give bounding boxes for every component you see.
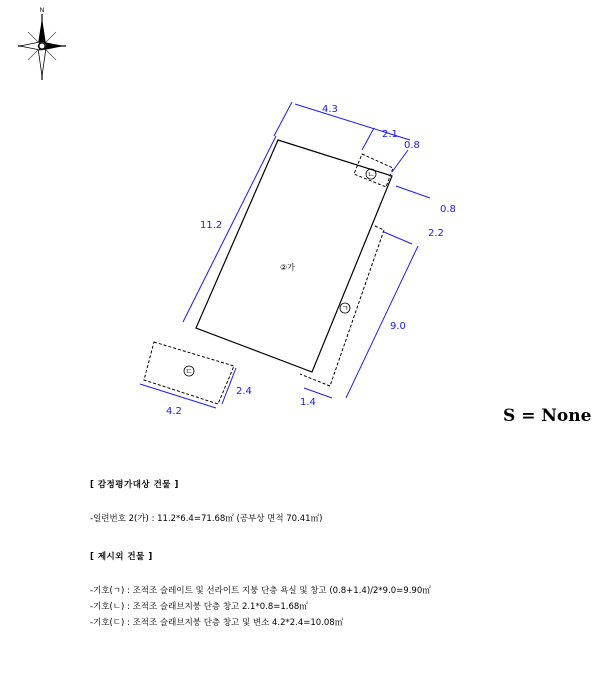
dim-top-width: 4.3 <box>322 104 338 115</box>
dim-shed-width: 1.4 <box>300 397 316 408</box>
dim-ext-height: 2.4 <box>236 386 252 397</box>
dim-gap: 2.2 <box>428 228 444 239</box>
heading-eval: [ 감정평가대상 건물 ] <box>90 480 179 490</box>
excluded-line-c: -기호(ㄷ) : 조적조 슬래브지붕 단층 창고 및 변소 4.2*2.4=10.08㎡ <box>90 618 344 628</box>
notes-section <box>90 478 580 632</box>
dim-annex-offset-side: 0.8 <box>440 204 456 215</box>
dim-shed-length: 9.0 <box>390 321 406 332</box>
annex-b-label: ㄴ <box>367 170 375 179</box>
dim-ext-width: 4.2 <box>166 406 182 417</box>
excluded-line-b: -기호(ㄴ) : 조적조 슬래브지붕 단층 창고 2.1*0.8=1.68㎡ <box>90 602 308 612</box>
excluded-line-a: -기호(ㄱ) : 조적조 슬레이트 및 선라이트 지붕 단층 욕실 및 창고 (0.8+1.4)/2*9.0=9.90㎡ <box>90 586 431 596</box>
annex-c-label: ㄷ <box>185 367 193 376</box>
dim-annex-width: 2.1 <box>382 129 398 140</box>
annex-a-label: ㄱ <box>341 304 349 313</box>
eval-line: -일련번호 2(가) : 11.2*6.4=71.68㎡ (공부상 면적 70.41㎡) <box>90 514 323 524</box>
heading-excluded: [ 제시외 건물 ] <box>90 552 153 562</box>
main-building-outline <box>196 140 392 372</box>
dim-side-length: 11.2 <box>200 220 223 231</box>
dim-annex-offset-top: 0.8 <box>404 140 420 151</box>
main-building-label: ②가 <box>280 263 295 272</box>
compass-north-letter: N <box>39 7 45 14</box>
scale-label: S = None <box>503 406 592 426</box>
compass-icon <box>18 7 66 80</box>
